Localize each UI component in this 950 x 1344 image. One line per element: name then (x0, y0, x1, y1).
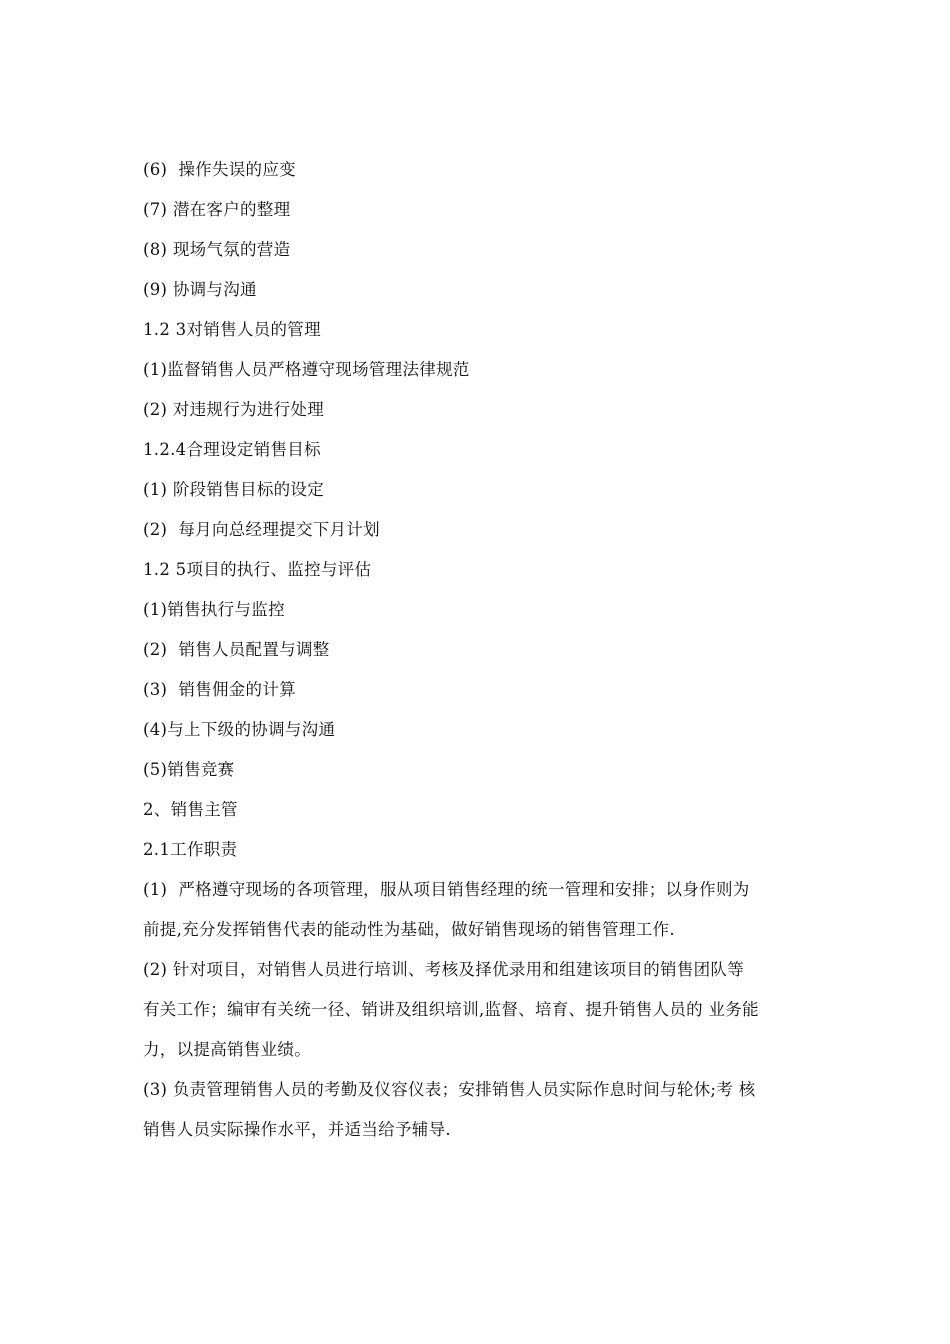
text-line: (3) 销售佣金的计算 (143, 680, 296, 699)
document-body (143, 150, 823, 1150)
paragraph (143, 950, 823, 1070)
section-heading: 1.2.4合理设定销售目标 (143, 440, 321, 459)
text-line: (1) 阶段销售目标的设定 (143, 480, 325, 499)
text-line: (2) 销售人员配置与调整 (143, 640, 330, 659)
paragraph-line: 前提,充分发挥销售代表的能动性为基础，做好销售现场的销售管理工作. (143, 920, 675, 939)
paragraph-line: (1) 严格遵守现场的各项管理，服从项目销售经理的统一管理和安排；以身作则为 (143, 880, 750, 899)
paragraph-line: 有关工作；编审有关统一径、销讲及组织培训,监督、培育、提升销售人员的 业务能 (143, 1000, 759, 1019)
paragraph-line: 销售人员实际操作水平，并适当给予辅导. (143, 1120, 451, 1139)
paragraph (143, 870, 823, 950)
section-heading: 2、销售主管 (143, 800, 238, 819)
text-line: (9) 协调与沟通 (143, 280, 257, 299)
text-line: (7) 潜在客户的整理 (143, 200, 291, 219)
paragraph (143, 1070, 823, 1150)
paragraph-line: 力，以提高销售业绩。 (143, 1040, 311, 1059)
text-line: (1)销售执行与监控 (143, 600, 285, 619)
section-heading: 1.2 5项目的执行、监控与评估 (143, 560, 372, 579)
text-line: (5)销售竞赛 (143, 760, 235, 779)
section-heading: 2.1工作职责 (143, 840, 238, 859)
section-heading: 1.2 3对销售人员的管理 (143, 320, 321, 339)
text-line: (4)与上下级的协调与沟通 (143, 720, 336, 739)
text-line: (2) 对违规行为进行处理 (143, 400, 325, 419)
paragraph-line: (3) 负责管理销售人员的考勤及仪容仪表；安排销售人员实际作息时间与轮休;考 核 (143, 1080, 756, 1099)
paragraph-line: (2) 针对项目，对销售人员进行培训、考核及择优录用和组建该项目的销售团队等 (143, 960, 745, 979)
text-line: (6) 操作失误的应变 (143, 160, 296, 179)
text-line: (8) 现场气氛的营造 (143, 240, 291, 259)
text-line: (1)监督销售人员严格遵守现场管理法律规范 (143, 360, 470, 379)
text-line: (2) 每月向总经理提交下月计划 (143, 520, 380, 539)
